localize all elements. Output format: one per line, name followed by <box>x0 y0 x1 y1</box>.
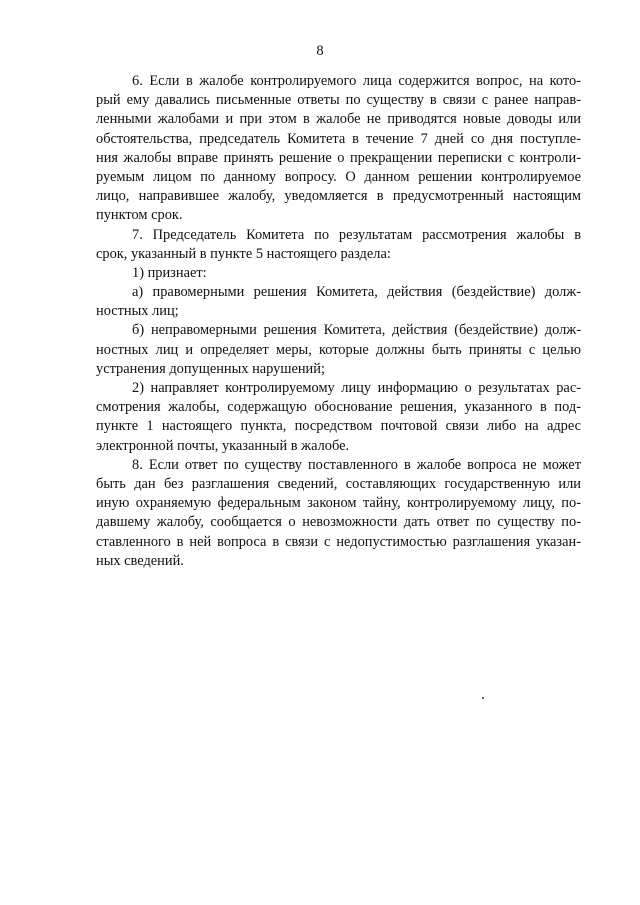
text-line: ностных лиц и определяет меры, которые должны быть приняты с целью <box>96 341 581 358</box>
text-line: 2) направляет контролируемому лицу информацию о результатах рас- <box>132 380 581 396</box>
text-line: 7. Председатель Комитета по результатам рассмотрения жалобы в <box>132 226 581 243</box>
text-line: электронной почты, указанный в жалобе. <box>96 437 350 454</box>
text-line: ностных лиц; <box>96 303 179 320</box>
text-line: пунктом срок. <box>96 207 183 224</box>
text-line: руемым лицом по данному вопросу. О данном решении контролируемое <box>96 168 581 185</box>
text-line: пункте 1 настоящего пункта, посредством почтовой связи либо на адрес <box>96 418 581 435</box>
text-line: быть дан без разглашения сведений, составляющих государственную или <box>96 475 581 492</box>
text-line: 1) признает: <box>132 264 207 281</box>
text-line: ставленного в ней вопроса в связи с недопустимостью разглашения указан- <box>96 533 581 550</box>
document-body <box>96 72 581 571</box>
text-line: срок, указанный в пункте 5 настоящего раздела: <box>96 245 391 262</box>
text-line: ных сведений. <box>96 552 184 569</box>
text-line: лицо, направившее жалобу, уведомляется в предусмотренный настоящим <box>96 188 581 205</box>
text-line: смотрения жалобы, содержащую обоснование решения, указанного в под- <box>96 399 581 416</box>
text-line: ленными жалобами и при этом в жалобе не приводятся новые доводы или <box>96 111 581 128</box>
scan-speck <box>482 697 484 699</box>
text-line: а) правомерными решения Комитета, действия (бездействие) долж- <box>132 284 581 301</box>
text-line: обстоятельства, председатель Комитета в течение 7 дней со дня поступле- <box>96 130 581 147</box>
page-number: 8 <box>316 43 324 59</box>
text-line: устранения допущенных нарушений; <box>96 360 325 377</box>
text-line: 6. Если в жалобе контролируемого лица содержится вопрос, на кото- <box>132 73 581 89</box>
text-line: давшему жалобу, сообщается о невозможности дать ответ по существу по- <box>96 514 581 531</box>
text-line: 8. Если ответ по существу поставленного в жалобе вопроса не может <box>132 456 581 473</box>
text-line: б) неправомерными решения Комитета, действия (бездействие) долж- <box>132 322 581 339</box>
text-line: рый ему давались письменные ответы по существу в связи с ранее направ- <box>96 92 581 109</box>
text-line: иную охраняемую федеральным законом тайну, контролируемому лицу, по- <box>96 495 581 512</box>
text-line: ния жалобы вправе принять решение о прекращении переписки с контроли- <box>96 149 581 166</box>
